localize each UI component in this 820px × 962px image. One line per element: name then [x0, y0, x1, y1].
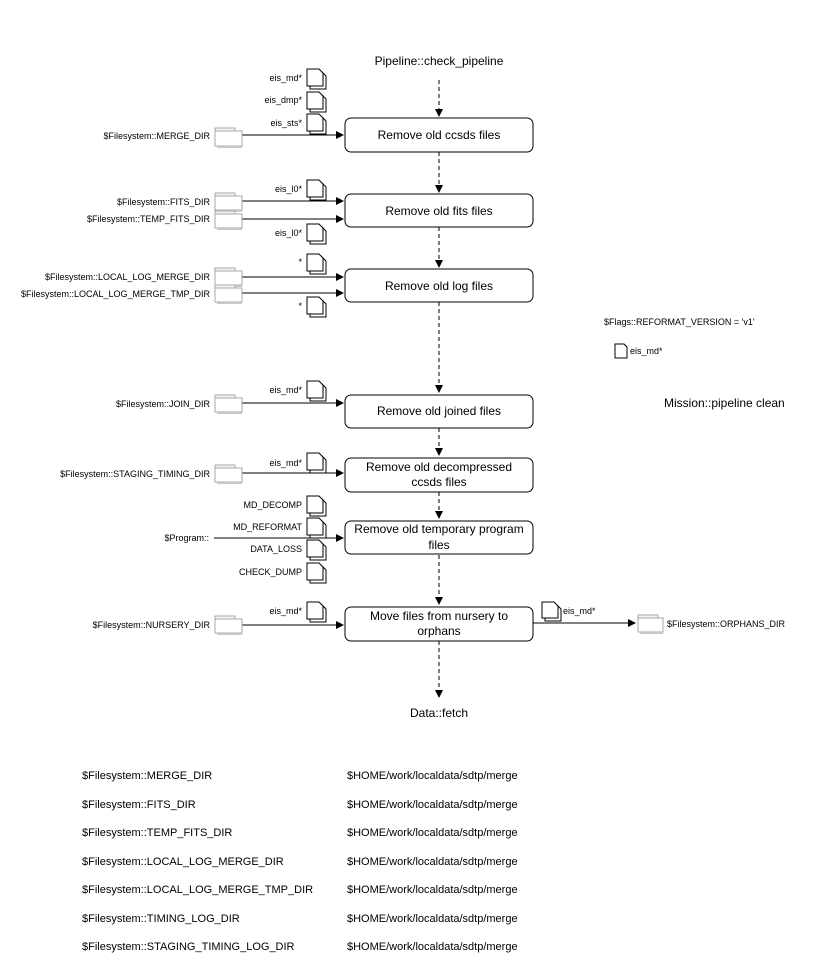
table-path: $HOME/work/localdata/sdtp/merge: [347, 799, 518, 811]
folder-icon: [215, 128, 242, 148]
folder-icon: [215, 193, 242, 212]
step-remove-ccsds: [345, 118, 533, 152]
file-label: *: [298, 257, 302, 267]
file-label: eis_md*: [269, 606, 302, 616]
file-label: DATA_LOSS: [250, 544, 302, 554]
table-name: $Filesystem::TEMP_FITS_DIR: [82, 827, 233, 839]
file-icon: [307, 602, 326, 622]
start-node-label: Pipeline::check_pipeline: [374, 54, 504, 68]
table-name: $Filesystem::STAGING_TIMING_LOG_DIR: [82, 941, 295, 953]
step-label-line1: Move files from nursery to: [369, 609, 509, 623]
file-label: MD_REFORMAT: [233, 522, 302, 532]
dir-label-fits: $Filesystem::FITS_DIR: [116, 197, 210, 207]
table-path: $HOME/work/localdata/sdtp/merge: [347, 856, 518, 868]
table-path: $HOME/work/localdata/sdtp/merge: [347, 827, 518, 839]
file-icon: [307, 518, 326, 538]
file-label: *: [298, 301, 302, 311]
step-label-line2: orphans: [417, 624, 461, 638]
file-icon: [307, 254, 326, 274]
step-move-nursery: [345, 607, 533, 641]
legend-file-label: eis_md*: [630, 346, 663, 356]
file-icon: [307, 114, 326, 134]
step-label: Remove old fits files: [385, 204, 493, 218]
table-path: $HOME/work/localdata/sdtp/merge: [347, 884, 518, 896]
file-icon: [307, 453, 326, 473]
file-label: eis_l0*: [274, 184, 302, 194]
step-label: Remove old joined files: [376, 404, 502, 418]
folder-icon: [215, 285, 242, 304]
file-label: eis_l0*: [274, 228, 302, 238]
step-label-line1: Remove old temporary program: [354, 522, 524, 536]
file-icon: [307, 563, 326, 583]
table-path: $HOME/work/localdata/sdtp/merge: [347, 941, 518, 953]
mission-label: Mission::pipeline clean: [664, 396, 785, 410]
file-label: eis_md*: [269, 458, 302, 468]
folder-icon: [215, 616, 242, 635]
dir-table: [82, 770, 518, 953]
folder-icon: [638, 615, 663, 634]
table-name: $Filesystem::LOCAL_LOG_MERGE_DIR: [82, 856, 284, 868]
dir-label-join: $Filesystem::JOIN_DIR: [115, 399, 210, 409]
file-icon: [307, 69, 326, 89]
dir-label-staging-timing: $Filesystem::STAGING_TIMING_DIR: [60, 469, 210, 479]
file-icon: [542, 602, 561, 621]
file-icon: [307, 496, 326, 516]
table-name: $Filesystem::MERGE_DIR: [82, 770, 213, 782]
step-remove-log: [345, 269, 533, 302]
flags-label: $Flags::REFORMAT_VERSION = 'v1': [604, 317, 755, 327]
step-label-line1: Remove old decompressed: [365, 460, 513, 474]
step-label-line2: files: [428, 538, 450, 552]
table-name: $Filesystem::FITS_DIR: [82, 799, 196, 811]
step-label-line2: ccsds files: [411, 475, 467, 489]
file-label: eis_dmp*: [264, 95, 302, 105]
folder-icon: [215, 465, 242, 484]
table-name: $Filesystem::TIMING_LOG_DIR: [82, 913, 240, 925]
step-remove-decompressed: [345, 458, 533, 492]
file-label: eis_sts*: [270, 118, 302, 128]
end-node-label: Data::fetch: [409, 706, 469, 720]
file-label: eis_md*: [563, 606, 596, 616]
dir-label-local-log-merge-tmp: $Filesystem::LOCAL_LOG_MERGE_TMP_DIR: [20, 289, 210, 299]
dir-label-local-log-merge: $Filesystem::LOCAL_LOG_MERGE_DIR: [44, 272, 210, 282]
dir-label-merge: $Filesystem::MERGE_DIR: [103, 131, 210, 141]
folder-icon: [215, 268, 242, 287]
file-icon: [307, 381, 326, 401]
step-remove-fits: [345, 194, 533, 227]
file-label: eis_md*: [269, 385, 302, 395]
table-path: $HOME/work/localdata/sdtp/merge: [347, 770, 518, 782]
file-label: eis_md*: [269, 73, 302, 83]
table-path: $HOME/work/localdata/sdtp/merge: [347, 913, 518, 925]
file-label: CHECK_DUMP: [238, 567, 302, 577]
file-label: MD_DECOMP: [243, 500, 302, 510]
file-icon: [307, 540, 326, 560]
dir-label-nursery: $Filesystem::NURSERY_DIR: [92, 620, 210, 630]
dir-label-orphans: $Filesystem::ORPHANS_DIR: [667, 619, 786, 629]
file-icon: [307, 297, 326, 317]
dir-label-temp-fits: $Filesystem::TEMP_FITS_DIR: [86, 214, 210, 224]
program-label: $Program::: [164, 533, 209, 543]
file-icon: [307, 180, 326, 200]
legend-file-icon: [615, 344, 627, 358]
step-label: Remove old ccsds files: [377, 128, 501, 142]
table-name: $Filesystem::LOCAL_LOG_MERGE_TMP_DIR: [82, 884, 314, 896]
step-remove-temporary: [345, 521, 533, 554]
file-icon: [307, 92, 326, 112]
step-label: Remove old log files: [384, 279, 494, 293]
file-icon: [307, 224, 326, 244]
step-remove-joined: [345, 395, 533, 428]
folder-icon: [215, 211, 242, 230]
folder-icon: [215, 395, 242, 414]
